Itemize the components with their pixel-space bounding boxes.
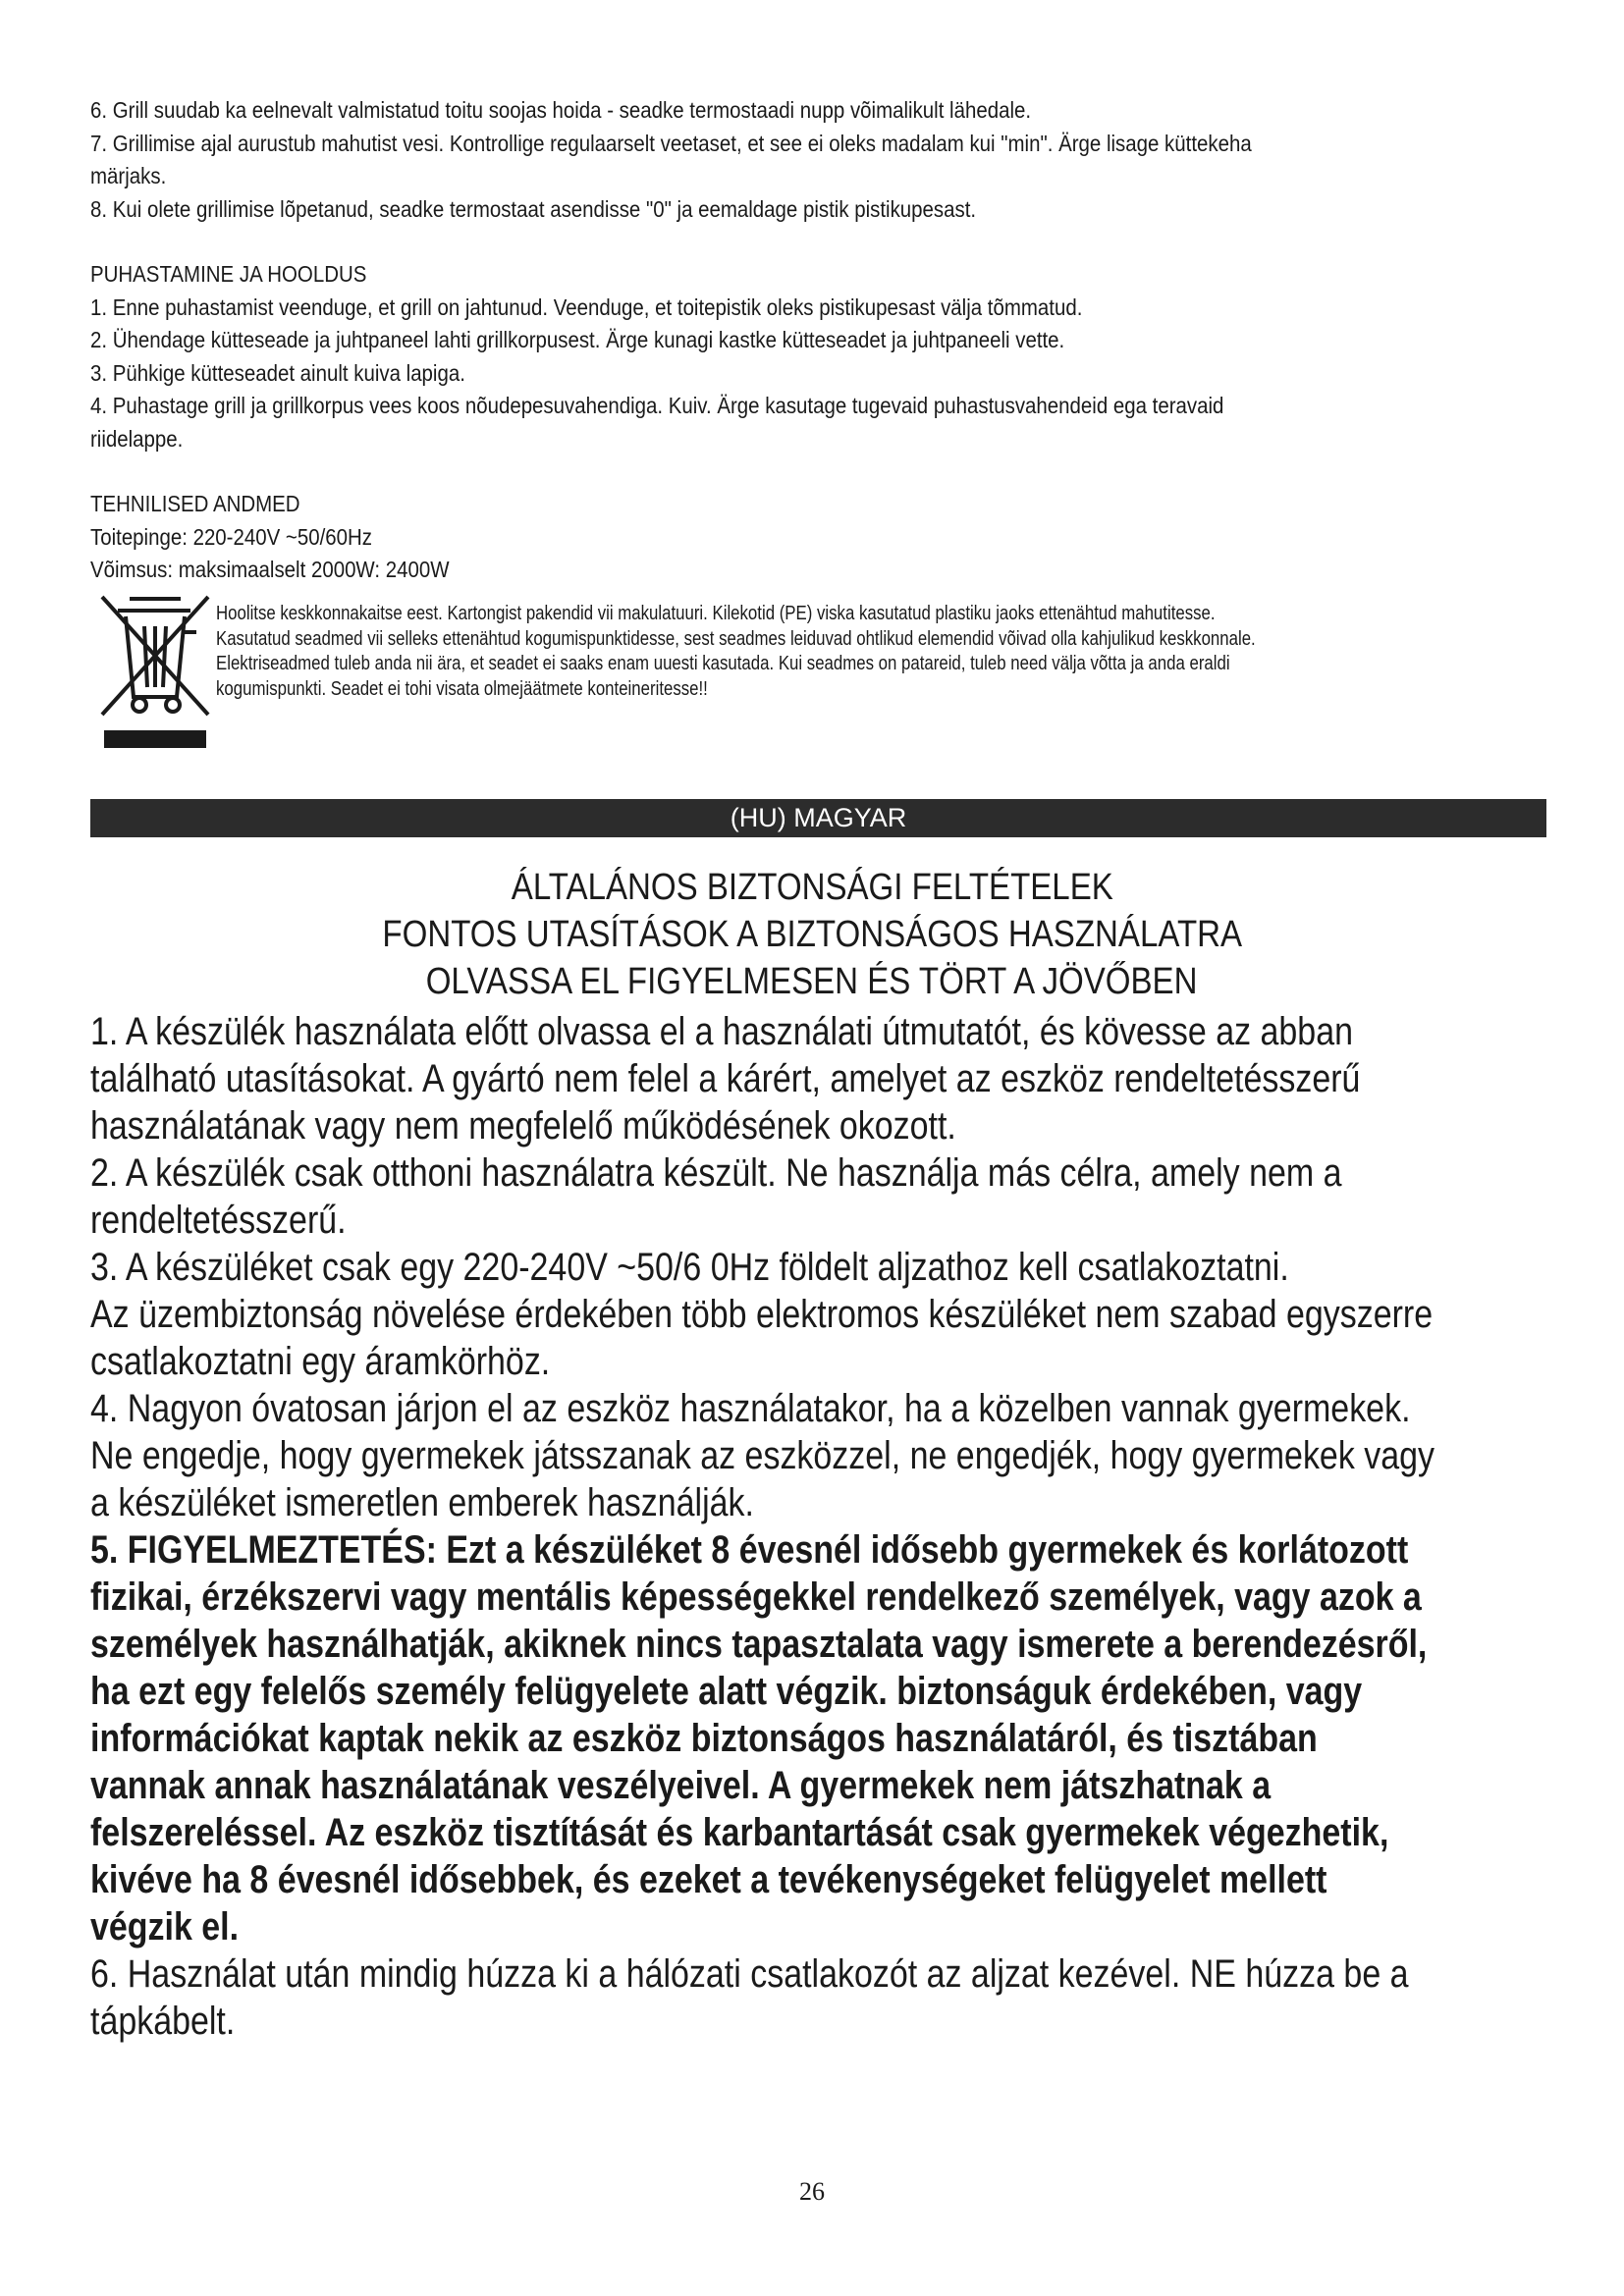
et-line: 7. Grillimise ajal aurustub mahutist vesi. Kontrollige regulaarselt veetaset, et see ei oleks madalam kui "min". Ärge lisage küttekeha xyxy=(90,130,1252,156)
et-line: 6. Grill suudab ka eelnevalt valmistatud toitu soojas hoida - seadke termostaadi nupp võimalikult lähedale. xyxy=(90,97,1032,123)
et-line: 3. Pühkige kütteseadet ainult kuiva lapiga. xyxy=(90,359,465,386)
disposal-line: Hoolitse keskkonnakaitse eest. Kartongist pakendid vii makulatuuri. Kilekotid (PE) viska kasutatud plastiku jaoks ettenähtud mahutitesse. xyxy=(216,602,1216,624)
et-line: 1. Enne puhastamist veenduge, et grill on jahtunud. Veenduge, et toitepistik oleks pistikupesast välja tõmmatud. xyxy=(90,294,1083,320)
heading-line: OLVASSA EL FIGYELMESEN ÉS TÖRT A JÖVŐBEN xyxy=(426,961,1198,1002)
estonian-section xyxy=(90,94,1563,587)
disposal-notice xyxy=(90,587,1563,754)
et-line: märjaks. xyxy=(90,163,167,188)
warning-line: vannak annak használatának veszélyeivel. A gyermekek nem játszhatnak a xyxy=(90,1764,1272,1807)
warning-line: felszereléssel. Az eszköz tisztítását és karbantartását csak gyermekek végezhetik, xyxy=(90,1811,1389,1854)
disposal-line: Elektriseadmed tuleb anda nii ära, et seadet ei saaks enam uuesti kasutada. Kui seadmes on patareid, tuleb need välja võtta ja anda eraldi xyxy=(216,652,1230,674)
hu-line: 1. A készülék használata előtt olvassa el a használati útmutatót, és kövesse az abban xyxy=(90,1010,1353,1053)
hu-line: 4. Nagyon óvatosan járjon el az eszköz használatakor, ha a közelben vannak gyermekek. xyxy=(90,1387,1411,1430)
hungarian-section xyxy=(90,1008,1558,2045)
et-line: Võimsus: maksimaalselt 2000W: 2400W xyxy=(90,557,450,582)
language-bar xyxy=(90,799,1546,837)
hu-line: Ne engedje, hogy gyermekek játsszanak az eszközzel, ne engedjék, hogy gyermekek vagy xyxy=(90,1434,1435,1477)
et-line: riidelappe. xyxy=(90,425,184,452)
cleaning-title: PUHASTAMINE JA HOOLDUS xyxy=(90,261,367,287)
crossed-bin-icon xyxy=(90,587,220,754)
hu-line: 2. A készülék csak otthoni használatra készült. Ne használja más célra, amely nem a xyxy=(90,1151,1342,1195)
hu-line: Az üzembiztonság növelése érdekében több elektromos készüléket nem szabad egyszerre xyxy=(90,1293,1434,1336)
warning-line: kivéve ha 8 évesnél idősebbek, és ezeket a tevékenységeket felügyelet mellett xyxy=(90,1858,1327,1901)
safety-headings xyxy=(0,864,1624,1005)
et-line: 2. Ühendage kütteseade ja juhtpaneel lahti grillkorpusest. Ärge kunagi kastke kütteseadet ja juhtpaneeli vette. xyxy=(90,327,1065,352)
tech-title: TEHNILISED ANDMED xyxy=(90,491,300,516)
warning-line: ha ezt egy felelős személy felügyelete alatt végzik. biztonságuk érdekében, vagy xyxy=(90,1670,1363,1713)
hu-line: 3. A készüléket csak egy 220-240V ~50/6 0Hz földelt aljzathoz kell csatlakoztatni. xyxy=(90,1246,1289,1289)
hu-line: rendeltetésszerű. xyxy=(90,1199,347,1242)
warning-line: információkat kaptak nekik az eszköz biztonságos használatáról, és tisztában xyxy=(90,1717,1318,1760)
warning-line: személyek használhatják, akiknek nincs tapasztalata vagy ismerete a berendezésről, xyxy=(90,1623,1428,1666)
hu-line: a készüléket ismeretlen emberek használják. xyxy=(90,1481,754,1524)
heading-line: ÁLTALÁNOS BIZTONSÁGI FELTÉTELEK xyxy=(511,867,1113,908)
hu-line: található utasításokat. A gyártó nem felel a kárért, amelyet az eszköz rendeltetésszerű xyxy=(90,1057,1361,1100)
hu-line: csatlakoztatni egy áramkörhöz. xyxy=(90,1340,551,1383)
hu-line: használatának vagy nem megfelelő működésének okozott. xyxy=(90,1104,956,1148)
heading-line: FONTOS UTASÍTÁSOK A BIZTONSÁGOS HASZNÁLATRA xyxy=(382,914,1242,955)
warning-line: végzik el. xyxy=(90,1905,240,1949)
et-line: 8. Kui olete grillimise lõpetanud, seadke termostaat asendisse "0" ja eemaldage pistik pistikupesast. xyxy=(90,195,977,222)
et-line: 4. Puhastage grill ja grillkorpus vees koos nõudepesuvahendiga. Kuiv. Ärge kasutage tugevaid puhastusvahendeid ega teravaid xyxy=(90,393,1224,418)
disposal-line: kogumispunkti. Seadet ei tohi visata olmejäätmete konteineritesse!! xyxy=(216,676,708,700)
warning-line: fizikai, érzékszervi vagy mentális képességekkel rendelkező személyek, vagy azok a xyxy=(90,1575,1422,1619)
warning-line: 5. FIGYELMEZTETÉS: Ezt a készüléket 8 évesnél idősebb gyermekek és korlátozott xyxy=(90,1528,1409,1572)
et-line: Toitepinge: 220-240V ~50/60Hz xyxy=(90,523,373,550)
disposal-line: Kasutatud seadmed vii selleks ettenähtud kogumispunktidesse, sest seadmes leiduvad ohtlikud elemendid võivad olla kahjulikud keskkonnale. xyxy=(216,626,1256,650)
hu-line: 6. Használat után mindig húzza ki a hálózati csatlakozót az aljzat kezével. NE húzza be a xyxy=(90,1952,1409,1996)
hu-line: tápkábelt. xyxy=(90,2000,236,2043)
page-number: 26 xyxy=(799,2177,825,2206)
language-bar-label: (HU) MAGYAR xyxy=(730,803,907,832)
